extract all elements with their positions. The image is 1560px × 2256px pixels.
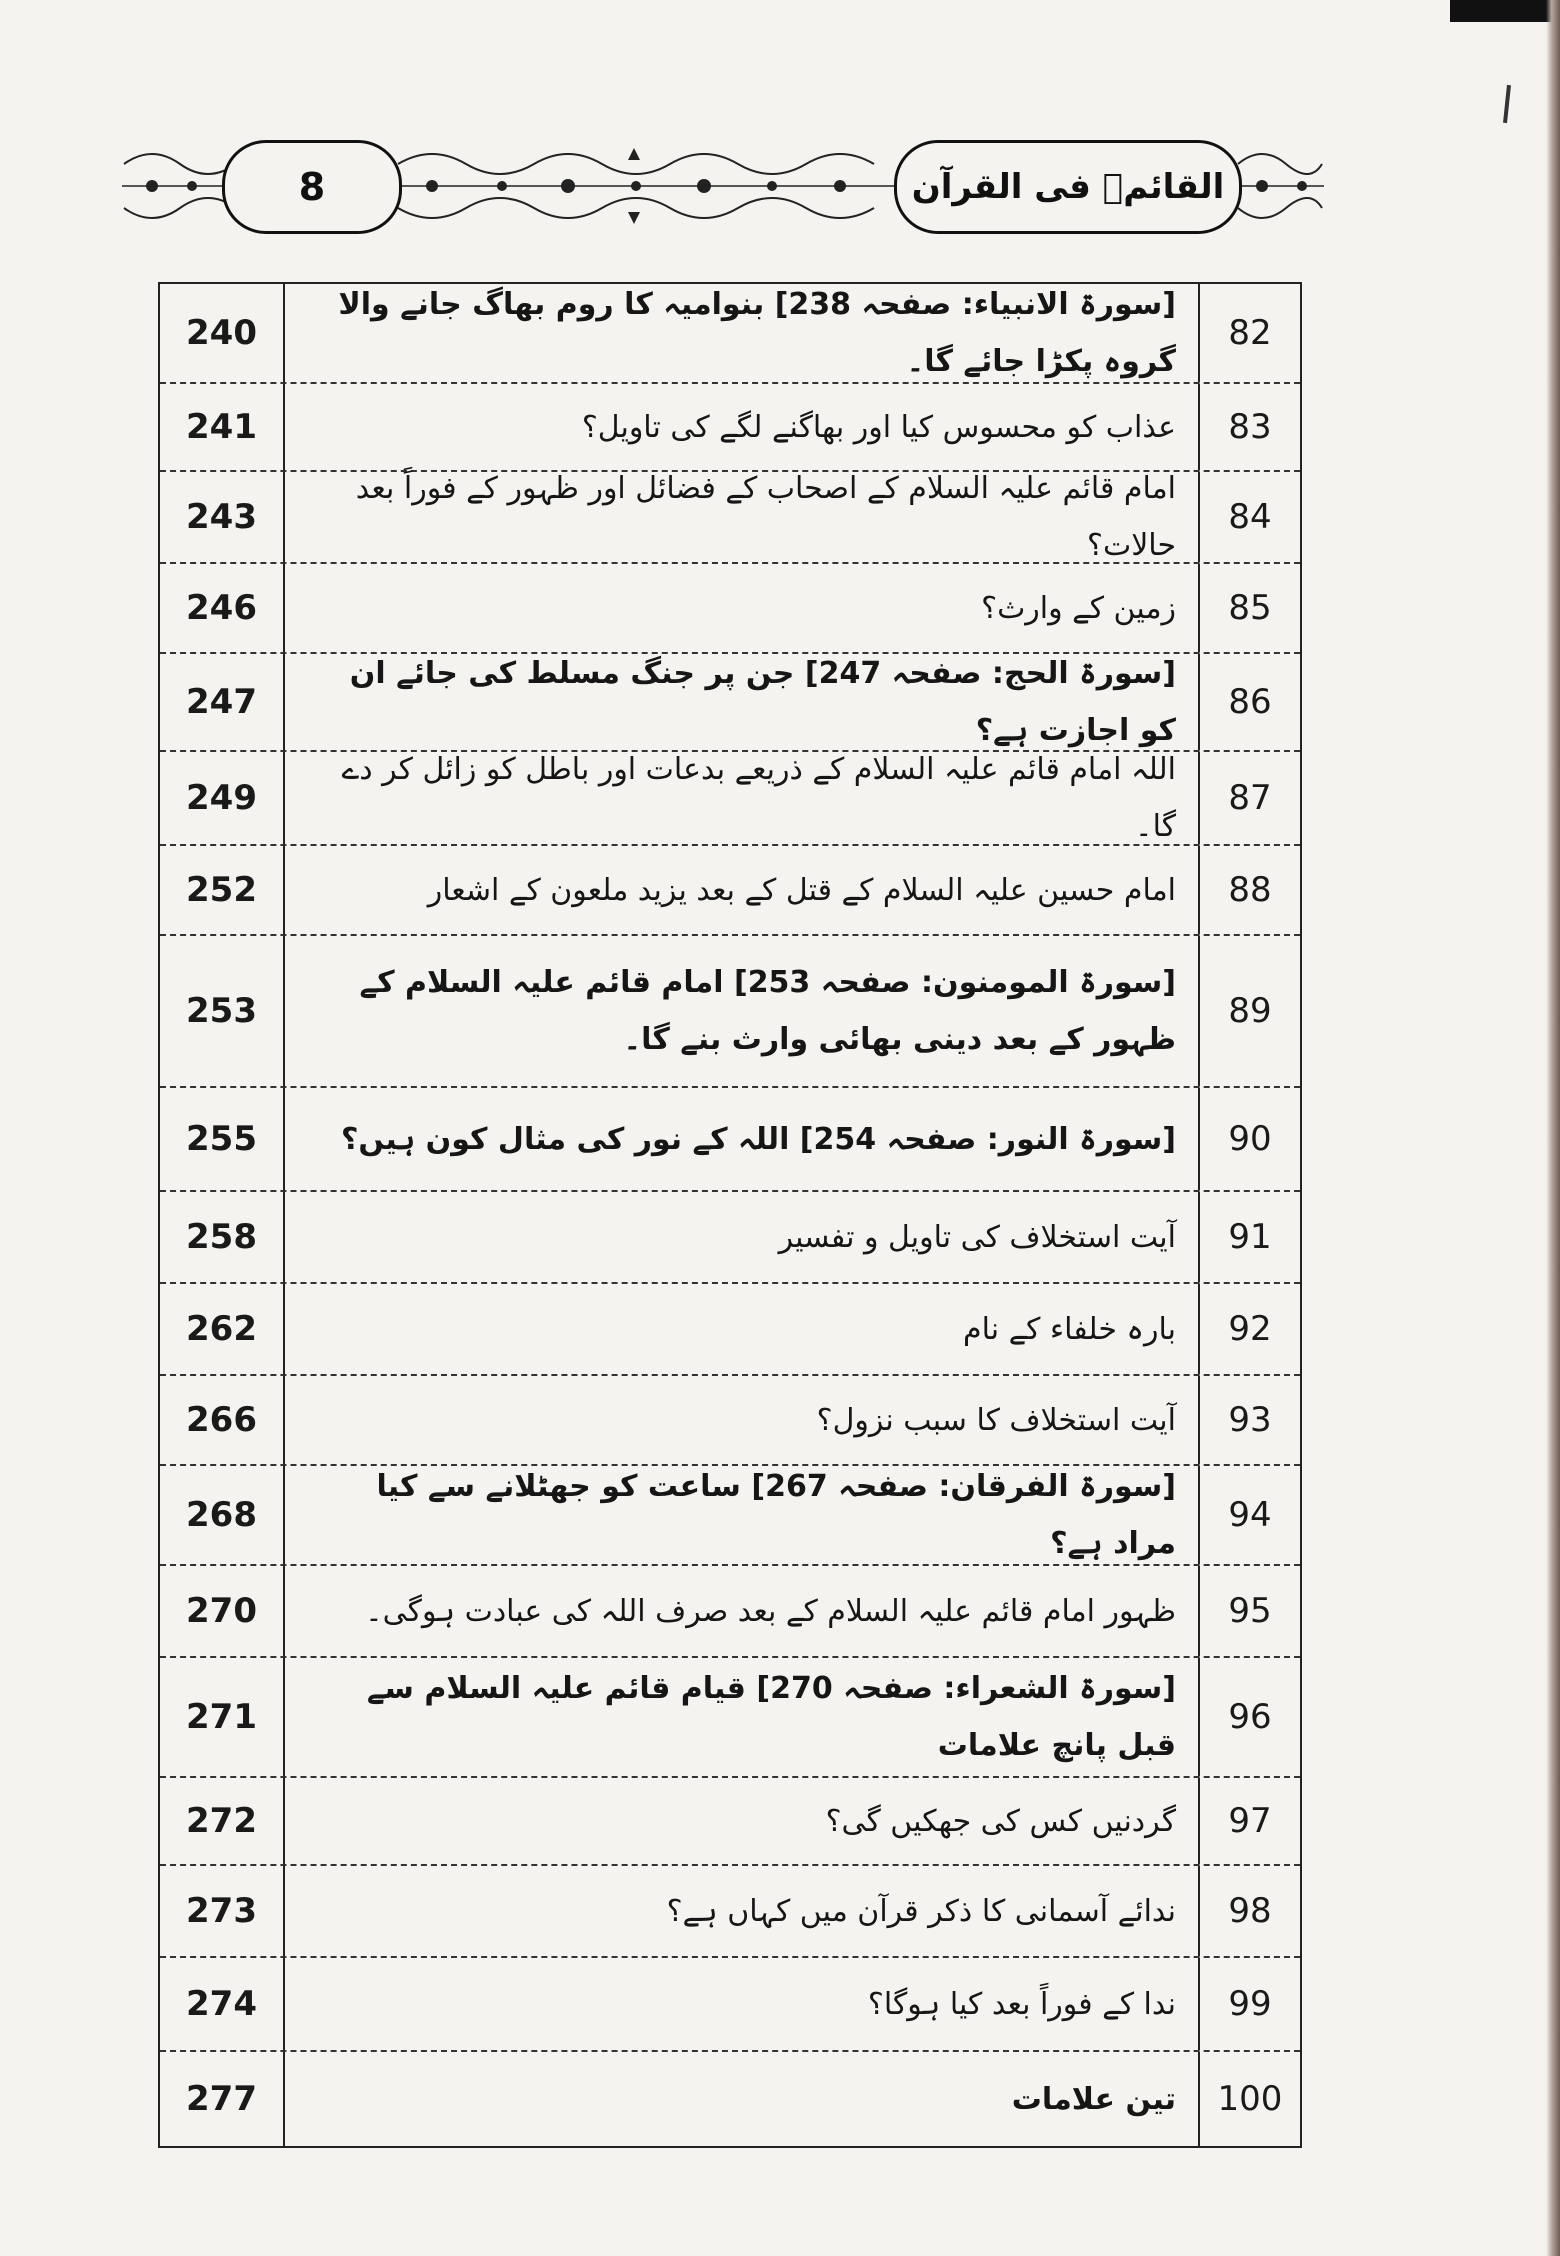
entry-number-cell: 85 [1228, 588, 1272, 628]
table-row [160, 384, 1300, 472]
page-number-cell: 273 [160, 1866, 285, 1956]
entry-number-cell: 88 [1228, 870, 1272, 910]
entry-title-cell: [سورۃ الحج: صفحہ 247] جن پر جنگ مسلط کی جائے ان کو اجازت ہے؟ [285, 654, 1200, 750]
page-number-cell: 247 [160, 654, 285, 750]
page-number-cell: 249 [160, 752, 285, 844]
table-row [160, 1466, 1300, 1566]
page-number-cell: 268 [160, 1466, 285, 1564]
page-number-cell: 258 [160, 1192, 285, 1282]
table-row [160, 1778, 1300, 1866]
table-row [160, 1088, 1300, 1192]
entry-title-cell: امام حسین علیہ السلام کے قتل کے بعد یزید ملعون کے اشعار [285, 846, 1200, 934]
entry-number-cell: 82 [1228, 313, 1272, 353]
entry-title-cell: [سورۃ الشعراء: صفحہ 270] قیام قائم علیہ السلام سے قبل پانچ علامات [285, 1658, 1200, 1776]
entry-title-cell: عذاب کو محسوس کیا اور بھاگنے لگے کی تاویل؟ [285, 384, 1200, 470]
scan-corner-shadow [1450, 0, 1560, 22]
page-number-cell: 266 [160, 1376, 285, 1464]
entry-number-cell: 99 [1228, 1984, 1272, 2024]
page-number-cell: 243 [160, 472, 285, 562]
entry-number-cell: 89 [1228, 991, 1272, 1031]
entry-title-cell: گردنیں کس کی جھکیں گی؟ [285, 1778, 1200, 1864]
entry-number-cell: 100 [1217, 2079, 1283, 2119]
entry-title-cell: [سورۃ المومنون: صفحہ 253] امام قائم علیہ السلام کے ظہور کے بعد دینی بھائی وارث بنے گا۔ [285, 936, 1200, 1086]
table-row [160, 1566, 1300, 1658]
entry-number-cell: 83 [1228, 407, 1272, 447]
page-number-cell: 271 [160, 1658, 285, 1776]
entry-number-cell: 95 [1228, 1591, 1272, 1631]
entry-number-cell: 86 [1228, 682, 1272, 722]
table-row [160, 284, 1300, 384]
entry-number-cell: 97 [1228, 1801, 1272, 1841]
page-number-cell: 246 [160, 564, 285, 652]
page-number: 8 [222, 140, 402, 234]
entry-title-cell: آیت استخلاف کا سبب نزول؟ [285, 1376, 1200, 1464]
table-row [160, 472, 1300, 564]
entry-number-cell: 96 [1228, 1697, 1272, 1737]
entry-number-cell: 91 [1228, 1217, 1272, 1257]
table-row [160, 846, 1300, 936]
page-number-cell: 272 [160, 1778, 285, 1864]
table-row [160, 1866, 1300, 1958]
stray-ink-mark [1503, 85, 1511, 123]
table-row [160, 936, 1300, 1088]
entry-number-cell: 90 [1228, 1119, 1272, 1159]
page-number-cell: 277 [160, 2052, 285, 2146]
entry-number-cell: 93 [1228, 1400, 1272, 1440]
entry-title-cell: ندا کے فوراً بعد کیا ہوگا؟ [285, 1958, 1200, 2050]
entry-title-cell: امام قائم علیہ السلام کے اصحاب کے فضائل اور ظہور کے فوراً بعد حالات؟ [285, 472, 1200, 562]
entry-title-cell: ندائے آسمانی کا ذکر قرآن میں کہاں ہے؟ [285, 1866, 1200, 1956]
table-row [160, 1192, 1300, 1284]
entry-title-cell: بارہ خلفاء کے نام [285, 1284, 1200, 1374]
table-row [160, 1658, 1300, 1778]
page-number-cell: 240 [160, 284, 285, 382]
table-row [160, 752, 1300, 846]
page-header [122, 136, 1324, 236]
table-row [160, 2052, 1300, 2146]
entry-title-cell: آیت استخلاف کی تاویل و تفسیر [285, 1192, 1200, 1282]
page-number-cell: 255 [160, 1088, 285, 1190]
entry-title-cell: [سورۃ الفرقان: صفحہ 267] ساعت کو جھٹلانے سے کیا مراد ہے؟ [285, 1466, 1200, 1564]
entry-title-cell: تین علامات [285, 2052, 1200, 2146]
table-row [160, 654, 1300, 752]
page-number-cell: 274 [160, 1958, 285, 2050]
entry-title-cell: ظہور امام قائم علیہ السلام کے بعد صرف اللہ کی عبادت ہوگی۔ [285, 1566, 1200, 1656]
page-number-cell: 262 [160, 1284, 285, 1374]
table-row [160, 564, 1300, 654]
page-number-cell: 241 [160, 384, 285, 470]
page-number-cell: 253 [160, 936, 285, 1086]
entry-title-cell: [سورۃ النور: صفحہ 254] اللہ کے نور کی مثال کون ہیں؟ [285, 1088, 1200, 1190]
page-edge-shadow [1546, 0, 1560, 2256]
entry-title-cell: زمین کے وارث؟ [285, 564, 1200, 652]
entry-title-cell: [سورۃ الانبیاء: صفحہ 238] بنوامیہ کا روم بھاگ جانے والا گروہ پکڑا جائے گا۔ [285, 284, 1200, 382]
table-row [160, 1284, 1300, 1376]
table-row [160, 1958, 1300, 2052]
entry-number-cell: 92 [1228, 1309, 1272, 1349]
table-row [160, 1376, 1300, 1466]
entry-number-cell: 84 [1228, 497, 1272, 537]
page-number-cell: 270 [160, 1566, 285, 1656]
table-of-contents [158, 282, 1302, 2148]
entry-number-cell: 87 [1228, 778, 1272, 818]
page-number-cell: 252 [160, 846, 285, 934]
entry-number-cell: 94 [1228, 1495, 1272, 1535]
entry-number-cell: 98 [1228, 1891, 1272, 1931]
entry-title-cell: اللہ امام قائم علیہ السلام کے ذریعے بدعات اور باطل کو زائل کر دے گا۔ [285, 752, 1200, 844]
book-title: القائمؑ فی القرآن [894, 140, 1242, 234]
